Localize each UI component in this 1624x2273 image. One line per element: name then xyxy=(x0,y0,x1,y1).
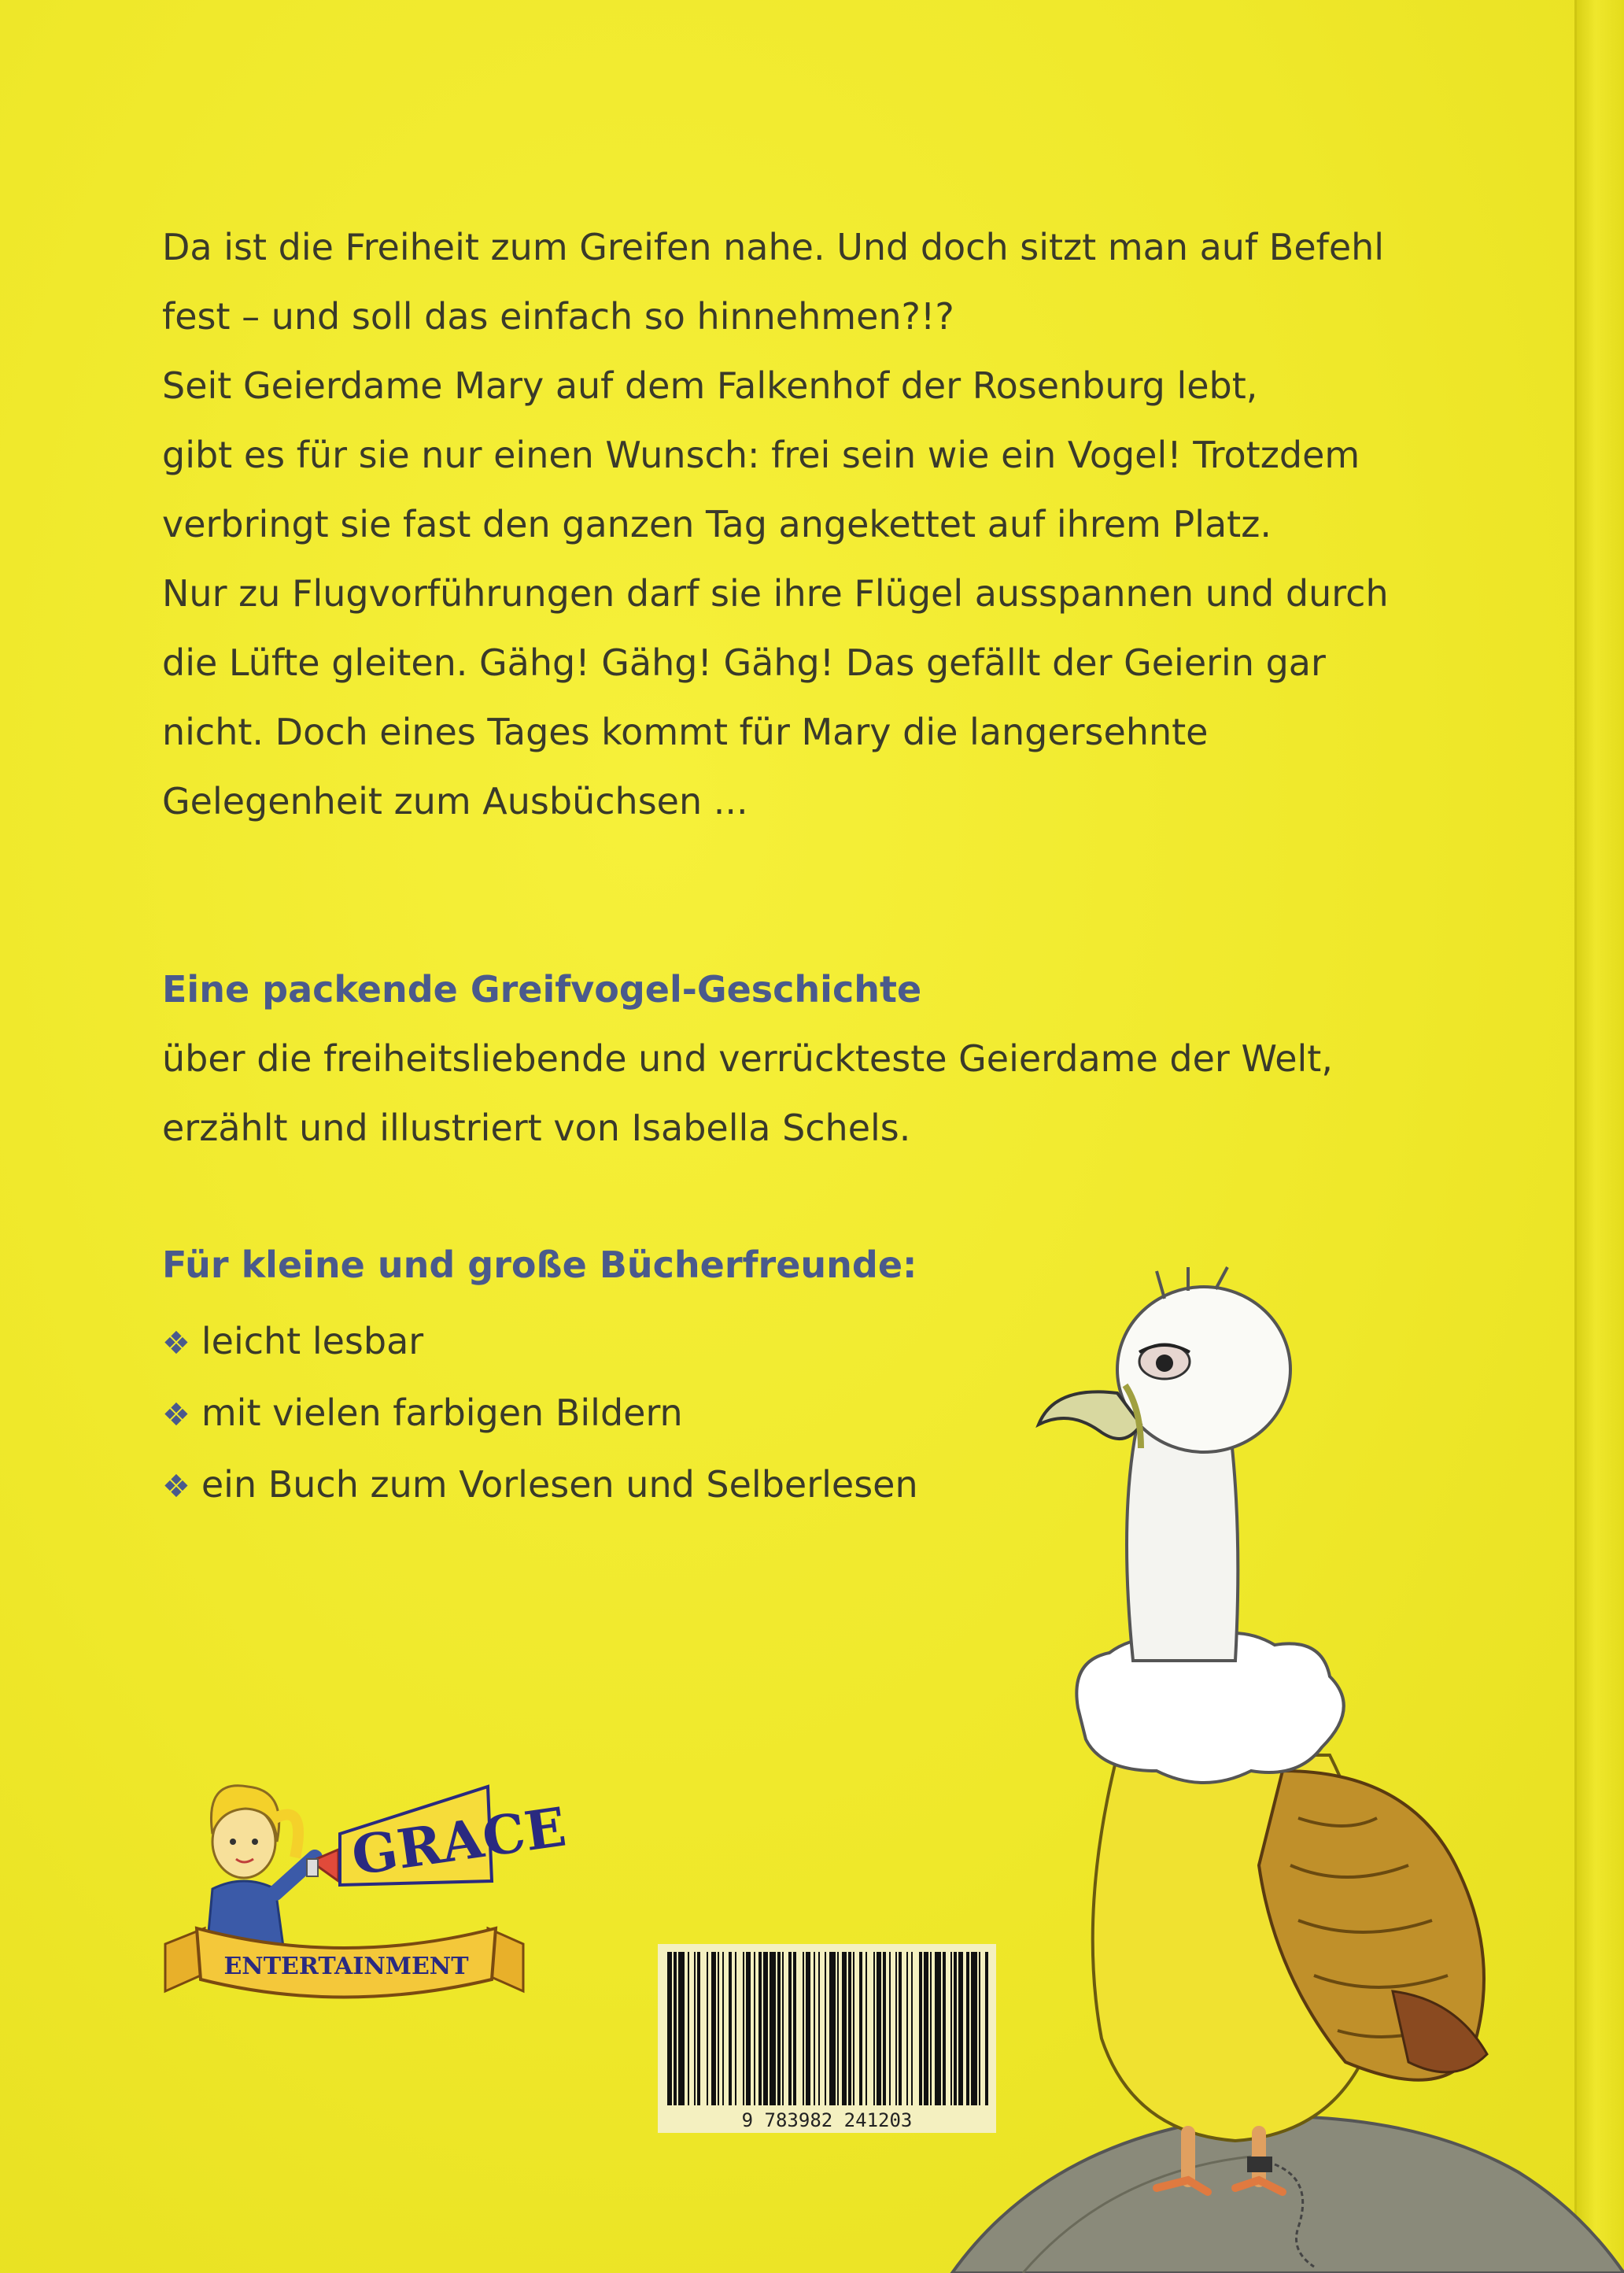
list-item xyxy=(162,1378,918,1450)
vulture-illustration xyxy=(905,1267,1624,2273)
barcode-bar xyxy=(837,1952,839,2105)
barcode-bar xyxy=(697,1952,700,2105)
barcode-bar xyxy=(818,1952,820,2105)
barcode-bar xyxy=(770,1952,776,2105)
rock-icon xyxy=(952,2116,1624,2273)
blurb-line: Da ist die Freiheit zum Greifen nahe. Und doch sitzt man auf Befehl xyxy=(162,226,1385,268)
blurb-line: die Lüfte gleiten. Gähg! Gähg! Gähg! Das gefällt der Geierin gar xyxy=(162,641,1326,684)
list-item-text: leicht lesbar xyxy=(201,1320,424,1362)
barcode-bar xyxy=(678,1952,685,2105)
barcode-bar xyxy=(729,1952,732,2105)
barcode-bar xyxy=(806,1952,810,2105)
barcode-bar xyxy=(777,1952,781,2105)
bullet-icon: ❖ xyxy=(162,1325,190,1362)
blurb-line: Gelegenheit zum Ausbüchsen ... xyxy=(162,780,748,822)
barcode-bar xyxy=(883,1952,886,2105)
blurb-line: gibt es für sie nur einen Wunsch: frei sein wie ein Vogel! Trotzdem xyxy=(162,434,1360,476)
barcode-bar xyxy=(694,1952,696,2105)
barcode-bar xyxy=(793,1952,796,2105)
barcode-bar xyxy=(754,1952,755,2105)
barcode-bar xyxy=(866,1952,867,2105)
barcode-bar xyxy=(746,1952,751,2105)
list-item-text: mit vielen farbigen Bildern xyxy=(201,1392,683,1434)
section-heading-story: Eine packende Greifvogel-Geschichte xyxy=(162,968,922,1011)
feature-list xyxy=(162,1307,918,1521)
section-line: über die freiheitsliebende und verrückteste Geierdame der Welt, xyxy=(162,1037,1333,1080)
blurb-line: Nur zu Flugvorführungen darf sie ihre Flügel ausspannen und durch xyxy=(162,572,1389,615)
section-line: erzählt und illustriert von Isabella Schels. xyxy=(162,1107,911,1149)
vulture-eye-icon xyxy=(1156,1355,1173,1372)
barcode-bar xyxy=(877,1952,881,2105)
barcode-bar xyxy=(842,1952,847,2105)
publisher-logo xyxy=(157,1692,570,2023)
logo-brand-text: GRACE xyxy=(348,1795,570,1888)
barcode-bar xyxy=(722,1952,724,2105)
barcode-bar xyxy=(674,1952,677,2105)
blurb-line: verbringt sie fast den ganzen Tag angekettet auf ihrem Platz. xyxy=(162,503,1272,545)
barcode-bar xyxy=(788,1952,792,2105)
blurb-text xyxy=(162,213,1437,836)
barcode-bar xyxy=(889,1952,891,2105)
barcode-bar xyxy=(825,1952,826,2105)
barcode-bar xyxy=(735,1952,736,2105)
blurb-line: nicht. Doch eines Tages kommt für Mary die langersehnte xyxy=(162,711,1209,753)
barcode-bar xyxy=(667,1952,672,2105)
barcode-bar xyxy=(853,1952,854,2105)
isbn-number: 9 783982 241203 xyxy=(741,2109,913,2131)
barcode-bar xyxy=(743,1952,744,2105)
blurb-line: fest – und soll das einfach so hinnehmen?!? xyxy=(162,295,954,338)
barcode-bar xyxy=(829,1952,836,2105)
list-item xyxy=(162,1307,918,1378)
bullet-icon: ❖ xyxy=(162,1469,190,1505)
barcode-bar xyxy=(814,1952,815,2105)
blurb-line: Seit Geierdame Mary auf dem Falkenhof der Rosenburg lebt, xyxy=(162,364,1258,407)
barcode-bar xyxy=(899,1952,902,2105)
leg-ring-icon xyxy=(1247,2157,1272,2172)
barcode-bar xyxy=(782,1952,784,2105)
barcode-bar xyxy=(895,1952,897,2105)
barcode-bar xyxy=(688,1952,689,2105)
list-item xyxy=(162,1450,918,1521)
bullet-icon: ❖ xyxy=(162,1397,190,1433)
barcode-bar xyxy=(707,1952,708,2105)
barcode-bar xyxy=(873,1952,875,2105)
barcode-bar xyxy=(718,1952,719,2105)
barcode-bar xyxy=(859,1952,862,2105)
barcode-bar xyxy=(758,1952,762,2105)
list-item-text: ein Buch zum Vorlesen und Selberlesen xyxy=(201,1463,918,1506)
barcode-bar xyxy=(803,1952,804,2105)
barcode-bar xyxy=(763,1952,768,2105)
logo-banner-text: ENTERTAINMENT xyxy=(223,1953,469,1980)
barcode-bar xyxy=(711,1952,716,2105)
section-heading-audience: Für kleine und große Bücherfreunde: xyxy=(162,1244,917,1286)
barcode-bar xyxy=(848,1952,851,2105)
